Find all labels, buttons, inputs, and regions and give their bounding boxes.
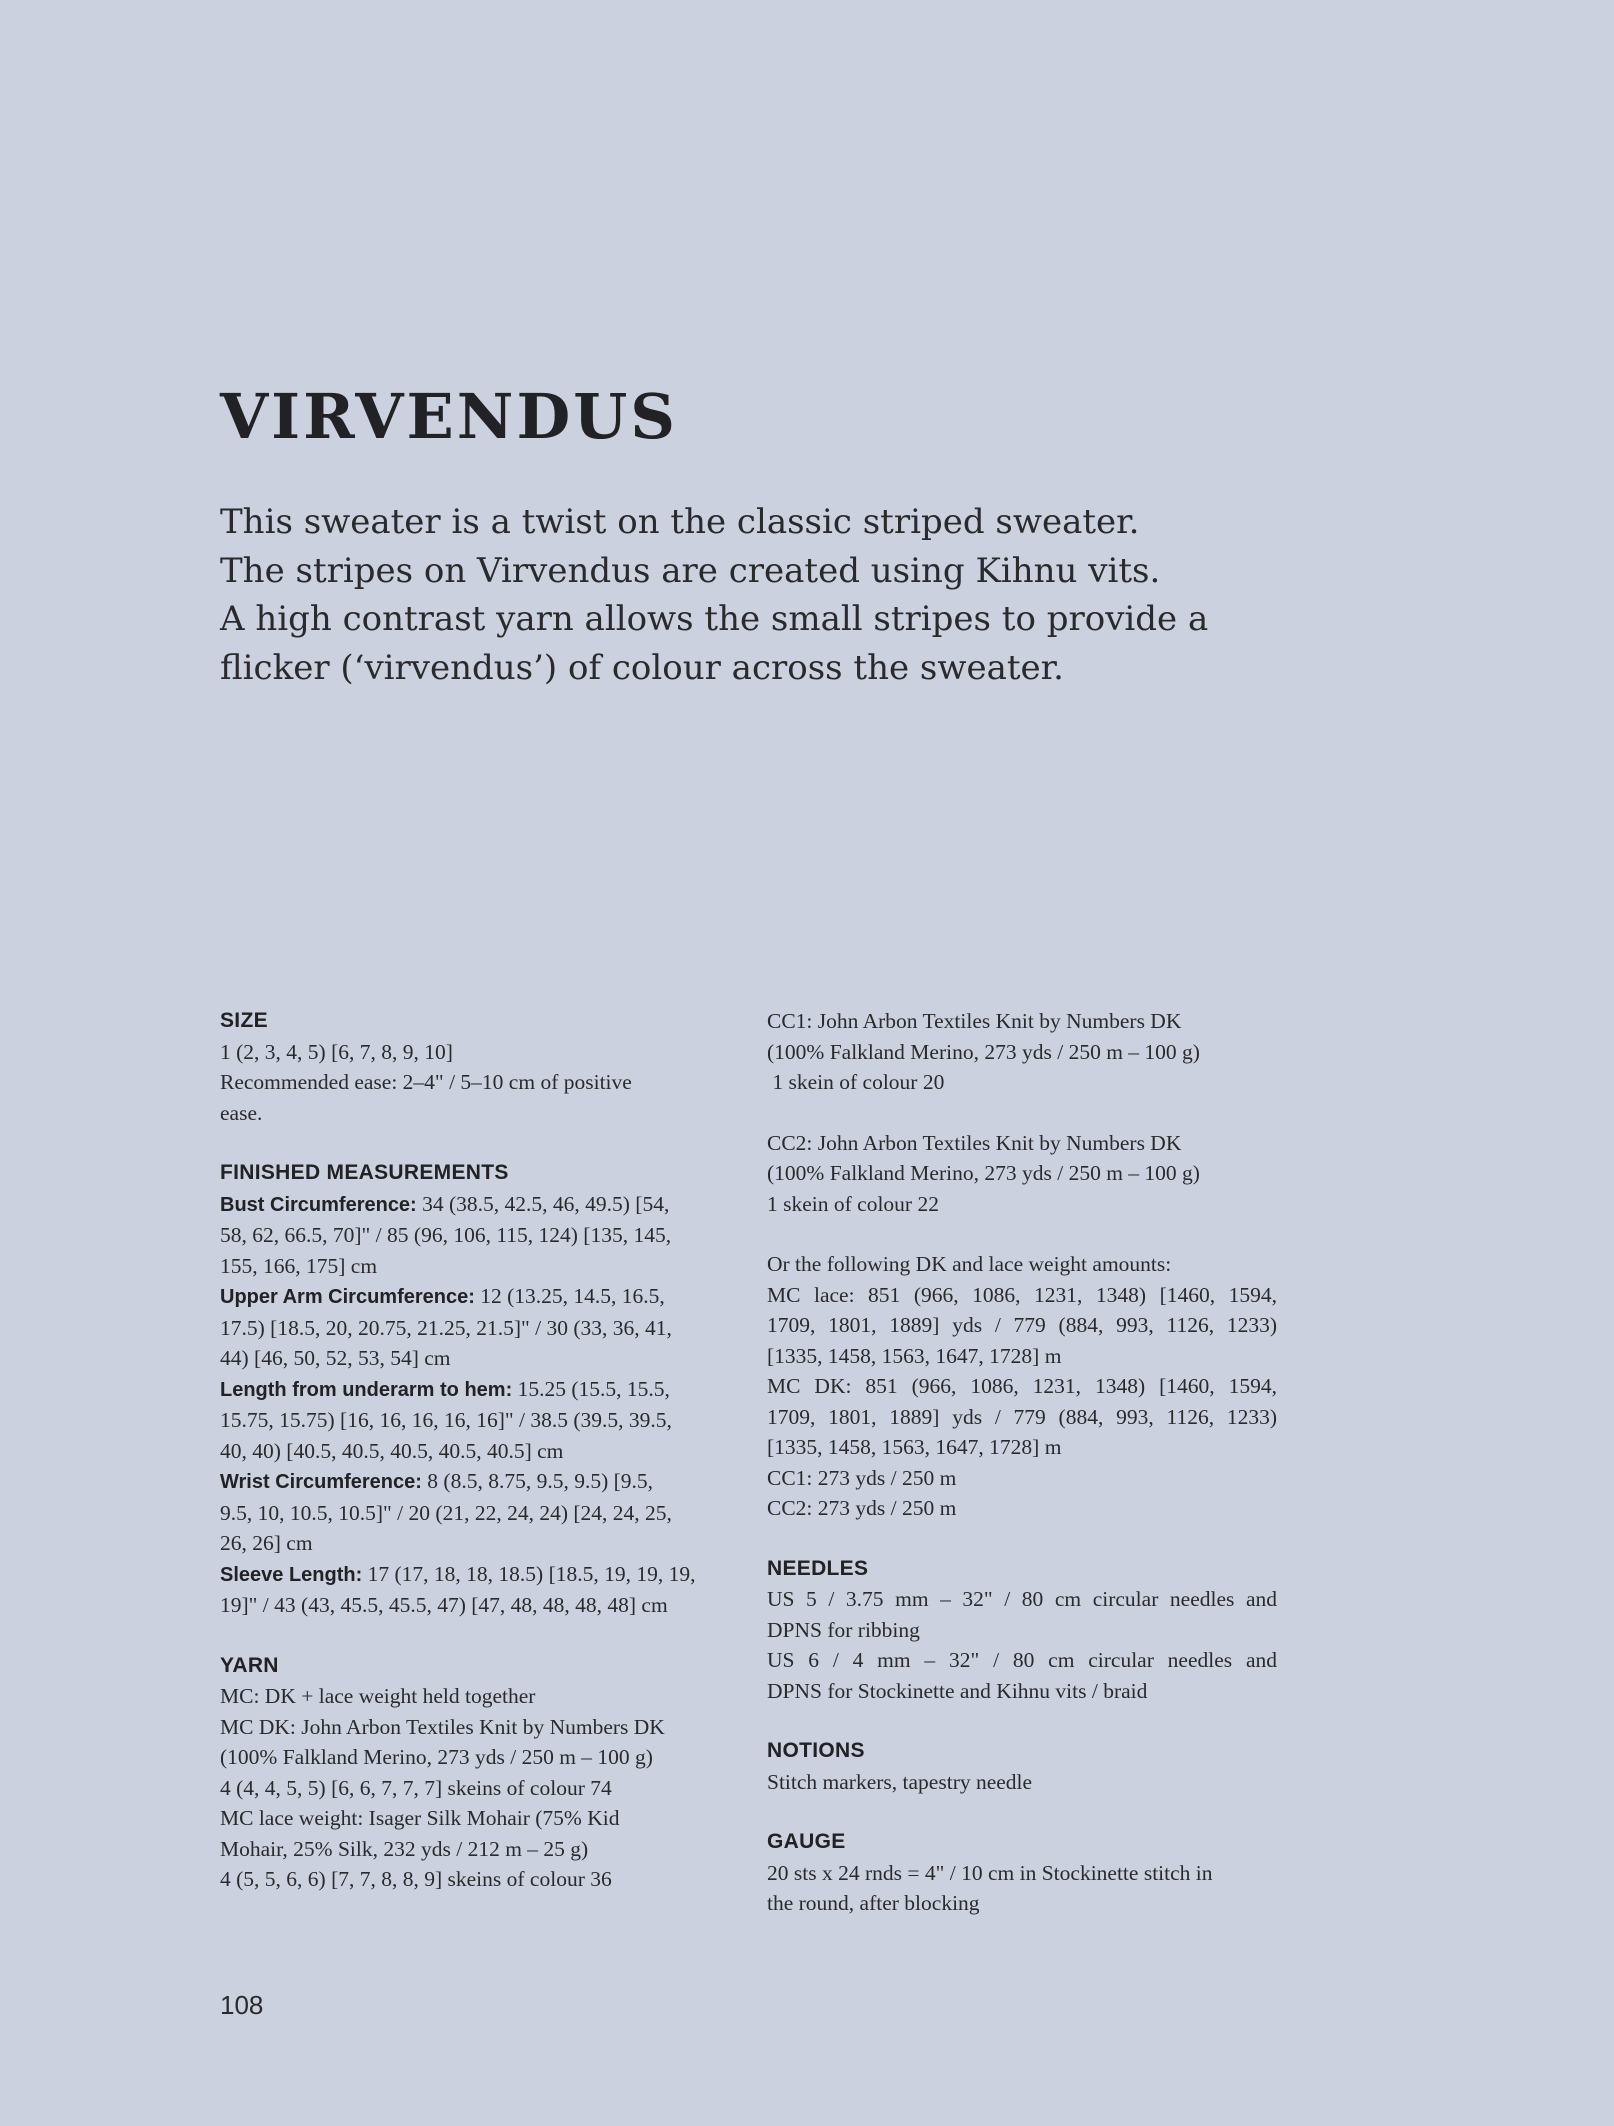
yarn-line: 4 (4, 4, 5, 5) [6, 6, 7, 7, 7] skeins of colour 74 xyxy=(220,1775,612,1800)
cc1-yarn-block xyxy=(767,1006,1277,1098)
sleeve-length-value: 17 (17, 18, 18, 18.5) [18.5, 19, 19, 19, xyxy=(362,1561,696,1586)
intro-line: This sweater is a twist on the classic striped sweater. xyxy=(220,502,1140,542)
measurement-line: 26, 26] cm xyxy=(220,1531,313,1555)
yarn-line: MC: DK + lace weight held together xyxy=(220,1684,536,1708)
yarn-heading: YARN xyxy=(220,1653,279,1677)
measurement-line: 19]" / 43 (43, 45.5, 45.5, 47) [47, 48, 48, 48, 48] cm xyxy=(220,1593,668,1617)
cc2-yarn-block xyxy=(767,1128,1277,1220)
finished-measurements-heading: FINISHED MEASUREMENTS xyxy=(220,1161,509,1184)
needles-line: US 6 / 4 mm – 32" / 80 cm circular needles and xyxy=(767,1648,1277,1672)
upper-arm-circumference-value: 12 (13.25, 14.5, 16.5, xyxy=(474,1284,665,1308)
amounts-line: MC lace: 851 (966, 1086, 1231, 1348) [1460, 1594, xyxy=(767,1282,1277,1307)
yarn-amounts-block xyxy=(767,1249,1277,1524)
amounts-line: CC2: 273 yds / 250 m xyxy=(767,1496,957,1520)
intro-line: flicker (‘virvendus’) of colour across the sweater. xyxy=(220,647,1064,688)
intro-line: A high contrast yarn allows the small stripes to provide a xyxy=(220,599,1209,639)
amounts-line: Or the following DK and lace weight amounts: xyxy=(767,1252,1172,1276)
size-section xyxy=(220,1006,730,1128)
sleeve-length-label: Sleeve Length: xyxy=(220,1563,363,1586)
amounts-line: [1335, 1458, 1563, 1647, 1728] m xyxy=(767,1343,1062,1368)
upper-arm-circumference-label: Upper Arm Circumference: xyxy=(220,1286,475,1308)
cc2-line: 1 skein of colour 22 xyxy=(767,1191,939,1216)
bust-circumference-label: Bust Circumference: xyxy=(220,1193,417,1216)
measurement-line: 17.5) [18.5, 20, 20.75, 21.25, 21.5]" / 30 (33, 36, 41, xyxy=(220,1315,672,1340)
yarn-line: MC DK: John Arbon Textiles Knit by Numbers DK xyxy=(220,1714,665,1739)
measurement-line: 155, 166, 175] cm xyxy=(220,1253,378,1278)
intro-line: The stripes on Virvendus are created using Kihnu vits. xyxy=(220,550,1161,591)
wrist-circumference-value: 8 (8.5, 8.75, 9.5, 9.5) [9.5, xyxy=(421,1469,654,1493)
amounts-line: 1709, 1801, 1889] yds / 779 (884, 993, 1126, 1233) xyxy=(767,1404,1277,1429)
cc2-line: (100% Falkland Merino, 273 yds / 250 m – 100 g) xyxy=(767,1161,1200,1185)
yarn-section xyxy=(220,1651,730,1895)
wrist-circumference-line xyxy=(220,1466,730,1498)
needles-line: DPNS for ribbing xyxy=(767,1617,920,1642)
gauge-heading: GAUGE xyxy=(767,1830,846,1853)
gauge-line: 20 sts x 24 rnds = 4" / 10 cm in Stockinette stitch in xyxy=(767,1860,1213,1885)
measurement-line: 44) [46, 50, 52, 53, 54] cm xyxy=(220,1346,451,1370)
size-line: ease. xyxy=(220,1100,263,1125)
cc1-line: 1 skein of colour 20 xyxy=(767,1070,945,1094)
yarn-line: MC lace weight: Isager Silk Mohair (75% Kid xyxy=(220,1806,620,1830)
needles-line: US 5 / 3.75 mm – 32" / 80 cm circular needles and xyxy=(767,1587,1277,1611)
amounts-line: 1709, 1801, 1889] yds / 779 (884, 993, 1126, 1233) xyxy=(767,1313,1277,1337)
left-column xyxy=(220,1006,730,1925)
yarn-line: 4 (5, 5, 6, 6) [7, 7, 8, 8, 9] skeins of colour 36 xyxy=(220,1867,612,1891)
length-underarm-value: 15.25 (15.5, 15.5, xyxy=(512,1376,670,1401)
intro-paragraph xyxy=(220,498,1280,692)
yarn-line: (100% Falkland Merino, 273 yds / 250 m – 100 g) xyxy=(220,1745,653,1769)
notions-section xyxy=(767,1736,1277,1797)
notions-line: Stitch markers, tapestry needle xyxy=(767,1769,1033,1794)
needles-section xyxy=(767,1554,1277,1707)
finished-measurements-section xyxy=(220,1158,730,1621)
amounts-line: CC1: 273 yds / 250 m xyxy=(767,1465,957,1490)
right-column xyxy=(767,1006,1277,1949)
upper-arm-circumference-line xyxy=(220,1281,730,1313)
page-number: 108 xyxy=(220,1990,264,2020)
size-line: Recommended ease: 2–4" / 5–10 cm of positive xyxy=(220,1070,632,1094)
bust-circumference-line xyxy=(220,1189,730,1221)
length-underarm-line xyxy=(220,1374,730,1406)
size-line: 1 (2, 3, 4, 5) [6, 7, 8, 9, 10] xyxy=(220,1039,453,1064)
length-underarm-label: Length from underarm to hem: xyxy=(220,1378,513,1401)
page-title: VIRVENDUS xyxy=(220,380,679,453)
measurement-line: 9.5, 10, 10.5, 10.5]" / 20 (21, 22, 24, 24) [24, 24, 25, xyxy=(220,1500,672,1525)
cc1-line: (100% Falkland Merino, 273 yds / 250 m – 100 g) xyxy=(767,1039,1200,1064)
measurement-line: 15.75, 15.75) [16, 16, 16, 16, 16]" / 38.5 (39.5, 39.5, xyxy=(220,1408,672,1432)
gauge-line: the round, after blocking xyxy=(767,1891,980,1915)
needles-heading: NEEDLES xyxy=(767,1556,869,1580)
measurement-line: 58, 62, 66.5, 70]" / 85 (96, 106, 115, 124) [135, 145, xyxy=(220,1223,672,1247)
cc2-line: CC2: John Arbon Textiles Knit by Numbers DK xyxy=(767,1130,1182,1155)
amounts-line: MC DK: 851 (966, 1086, 1231, 1348) [1460, 1594, xyxy=(767,1374,1277,1398)
needles-line: DPNS for Stockinette and Kihnu vits / braid xyxy=(767,1678,1148,1703)
yarn-line: Mohair, 25% Silk, 232 yds / 212 m – 25 g) xyxy=(220,1836,589,1861)
size-heading: SIZE xyxy=(220,1009,268,1032)
bust-circumference-value: 34 (38.5, 42.5, 46, 49.5) [54, xyxy=(416,1191,670,1216)
cc1-line: CC1: John Arbon Textiles Knit by Numbers DK xyxy=(767,1009,1182,1033)
measurement-line: 40, 40) [40.5, 40.5, 40.5, 40.5, 40.5] cm xyxy=(220,1438,564,1463)
sleeve-length-line xyxy=(220,1559,730,1591)
wrist-circumference-label: Wrist Circumference: xyxy=(220,1471,422,1493)
notions-heading: NOTIONS xyxy=(767,1739,865,1762)
amounts-line: [1335, 1458, 1563, 1647, 1728] m xyxy=(767,1435,1062,1459)
gauge-section xyxy=(767,1827,1277,1919)
